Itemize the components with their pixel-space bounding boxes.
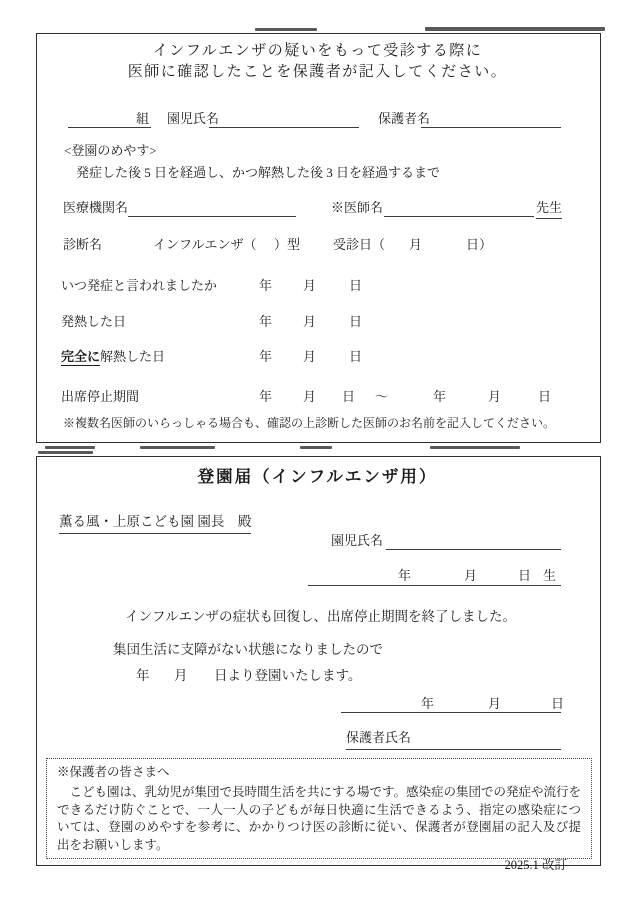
afebrile-emphasis: 完全に	[61, 349, 101, 364]
visit-date-month-unit: 月	[409, 237, 423, 252]
guideline-text: 発症した後 5 日を経過し、かつ解熱した後 3 日を経過するまで	[76, 165, 441, 180]
notice-body: こども園は、乳幼児が集団で長時間生活を共にする場です。感染症の集団での発症や流行をできるだけ防ぐことで、一人一人の子どもが毎日快適に生活できるよう、指定の感染症については、登園のめやすを参考に、かかりつけ医の診断に従い、保護者が登園届の記入及び提出をお願いします。	[57, 784, 582, 852]
notice-heading: ※保護者の皆さまへ	[57, 765, 170, 779]
visit-date-day-unit: 日）	[466, 237, 493, 252]
diagnosis-label: 診断名	[63, 237, 103, 252]
year-unit: 年	[433, 389, 447, 404]
month-unit: 月	[303, 314, 317, 329]
day-unit: 日	[538, 389, 552, 404]
year-unit: 年	[421, 696, 435, 711]
doctor-label: ※医師名	[331, 200, 384, 215]
onset-row-label: いつ発症と言われましたか	[61, 278, 218, 293]
child-name-label: 園児氏名	[331, 533, 384, 548]
guardian-notice-box	[46, 758, 592, 872]
year-unit: 年	[259, 314, 273, 329]
form1-title-line2: 医師に確認したことを保護者が記入してください。	[127, 64, 508, 80]
form2-title: 登園届（インフルエンザ用）	[197, 467, 438, 486]
range-tilde: ～	[375, 389, 389, 404]
scan-artifact	[300, 446, 332, 449]
attend-day-statement: 日より登園いたします。	[214, 668, 362, 683]
scan-artifact	[140, 446, 215, 449]
year-unit: 年	[259, 349, 273, 364]
child-name-label: 園児氏名	[167, 111, 220, 126]
scan-artifact	[425, 27, 605, 31]
month-unit: 月	[464, 568, 478, 583]
day-unit: 日	[551, 696, 565, 711]
medical-institution-label: 医療機関名	[63, 200, 129, 215]
guardian-name-label: 保護者名	[378, 111, 431, 126]
guardian-name-blank-line	[421, 127, 561, 128]
guardian-name-label: 保護者氏名	[346, 730, 412, 745]
month-unit: 月	[488, 389, 502, 404]
class-label: 組	[136, 111, 150, 126]
birth-suffix: 生	[543, 568, 557, 583]
multiple-doctors-note: ※複数名医師のいらっしゃる場合も、確認の上診断した医師のお名前を記入してください。	[63, 416, 556, 430]
year-unit: 年	[398, 568, 412, 583]
doctor-honorific: 先生	[536, 200, 562, 219]
afebrile-row-label	[61, 349, 165, 365]
child-name-blank-line	[209, 127, 359, 128]
scan-artifact	[45, 446, 95, 449]
month-unit: 月	[303, 349, 317, 364]
scan-artifact	[255, 28, 317, 31]
signing-date-blank-line	[341, 712, 561, 713]
doctor-name-blank-line	[384, 216, 534, 217]
afebrile-label-rest: 解熱した日	[100, 349, 166, 364]
form1-title-line1: インフルエンザの疑いをもって受診する際に	[152, 43, 483, 59]
diagnosis-value-suffix: ）型	[274, 237, 301, 252]
child-name-blank-line	[386, 549, 561, 550]
year-unit: 年	[136, 668, 150, 683]
attendance-notification-form	[36, 456, 601, 872]
doctor-confirmation-form	[36, 33, 601, 443]
visit-date-prefix: 受診日（	[333, 237, 386, 252]
scan-artifact	[38, 451, 93, 454]
suspension-row-label: 出席停止期間	[61, 389, 140, 404]
birth-date-blank-line	[308, 585, 561, 586]
medical-institution-blank-line	[128, 216, 296, 217]
year-unit: 年	[259, 389, 273, 404]
recovery-statement: インフルエンザの症状も回復し、出席停止期間を終了しました。	[125, 609, 516, 624]
day-unit: 日	[349, 278, 363, 293]
addressee: 薫る風・上原こども園 園長 殿	[59, 514, 251, 534]
day-unit: 日	[349, 314, 363, 329]
day-unit: 日	[342, 389, 356, 404]
scan-artifact	[430, 446, 520, 449]
day-unit: 日	[518, 568, 532, 583]
diagnosis-value-prefix: インフルエンザ（	[153, 237, 257, 252]
revision-date: 2025.1 改訂	[504, 857, 567, 872]
month-unit: 月	[303, 278, 317, 293]
group-life-statement: 集団生活に支障がない状態になりましたので	[113, 642, 383, 657]
guideline-heading: <登園のめやす>	[64, 143, 157, 158]
fever-row-label: 発熱した日	[61, 314, 127, 329]
year-unit: 年	[259, 278, 273, 293]
month-unit: 月	[174, 668, 188, 683]
guardian-signature-field	[346, 730, 561, 750]
month-unit: 月	[488, 696, 502, 711]
day-unit: 日	[349, 349, 363, 364]
month-unit: 月	[303, 389, 317, 404]
